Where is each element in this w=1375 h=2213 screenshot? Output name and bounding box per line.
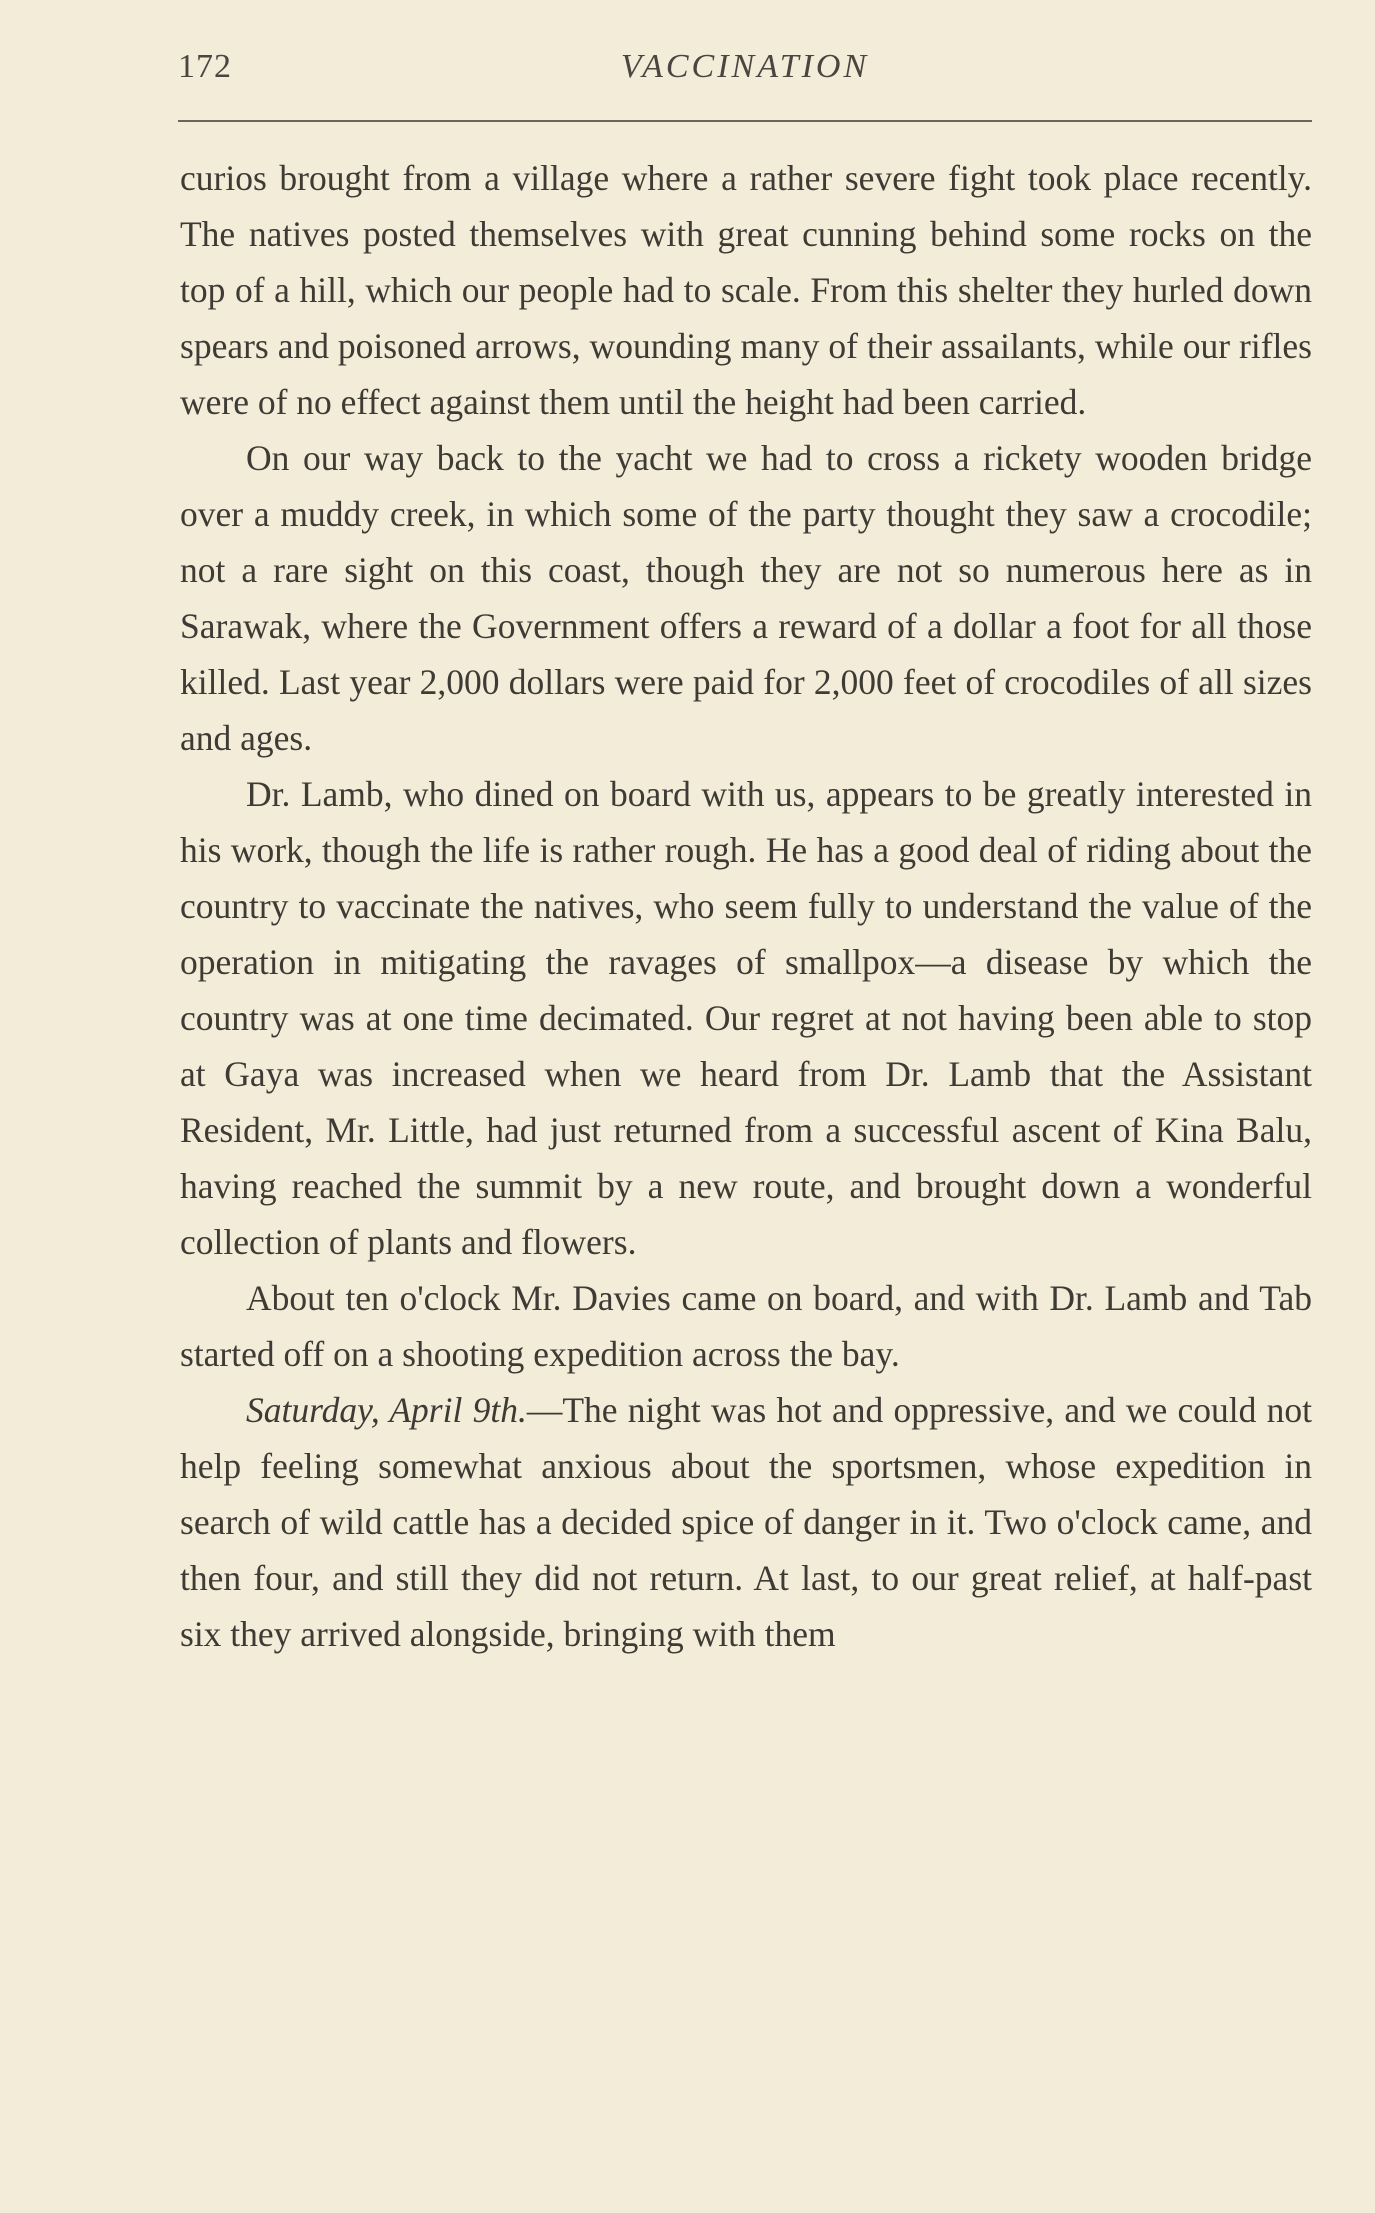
diary-date: Saturday, April 9th. [246,1390,527,1430]
paragraph-4: About ten o'clock Mr. Davies came on board, and with Dr. Lamb and Tab started off on a shooting expedition across the bay. [180,1278,1312,1374]
paragraph-5 [180,1382,1312,1662]
header-rule [178,120,1312,122]
paragraph-3: Dr. Lamb, who dined on board with us, appears to be greatly interested in his work, though the life is rather rough. He has a good deal of riding about the country to vaccinate the natives, who seem fully to understand the value of the operation in mitigating the ravages of smallpox—a disease by which the country was at one time decimated. Our regret at not having been able to stop at Gaya was increased when we heard from Dr. Lamb that the Assistant Resident, Mr. Little, had just returned from a successful ascent of Kina Balu, having reached the summit by a new route, and brought down a wonderful collection of plants and flowers. [180,774,1312,1262]
running-title: VACCINATION [620,48,870,85]
paragraph-5-text: —The night was hot and oppressive, and we could not help feeling somewhat anxious about the sportsmen, whose expedition in search of wild cattle has a decided spice of danger in it. Two o'clock came, and then four, and still they did not return. At last, to our great relief, at half-past six they arrived alongside, bringing with them [180,1390,1312,1654]
page-header [178,48,1312,98]
paragraph-1: curios brought from a village where a rather severe fight took place recently. The natives posted themselves with great cunning behind some rocks on the top of a hill, which our people had to scale. From this shelter they hurled down spears and poisoned arrows, wounding many of their assailants, while our rifles were of no effect against them until the height had been carried. [180,158,1312,422]
page-number: 172 [178,48,232,85]
paragraph-2: On our way back to the yacht we had to cross a rickety wooden bridge over a muddy creek, in which some of the party thought they saw a crocodile; not a rare sight on this coast, though they are not so numerous here as in Sarawak, where the Government offers a reward of a dollar a foot for all those killed. Last year 2,000 dollars were paid for 2,000 feet of crocodiles of all sizes and ages. [180,438,1312,758]
body-text [180,150,1312,1662]
